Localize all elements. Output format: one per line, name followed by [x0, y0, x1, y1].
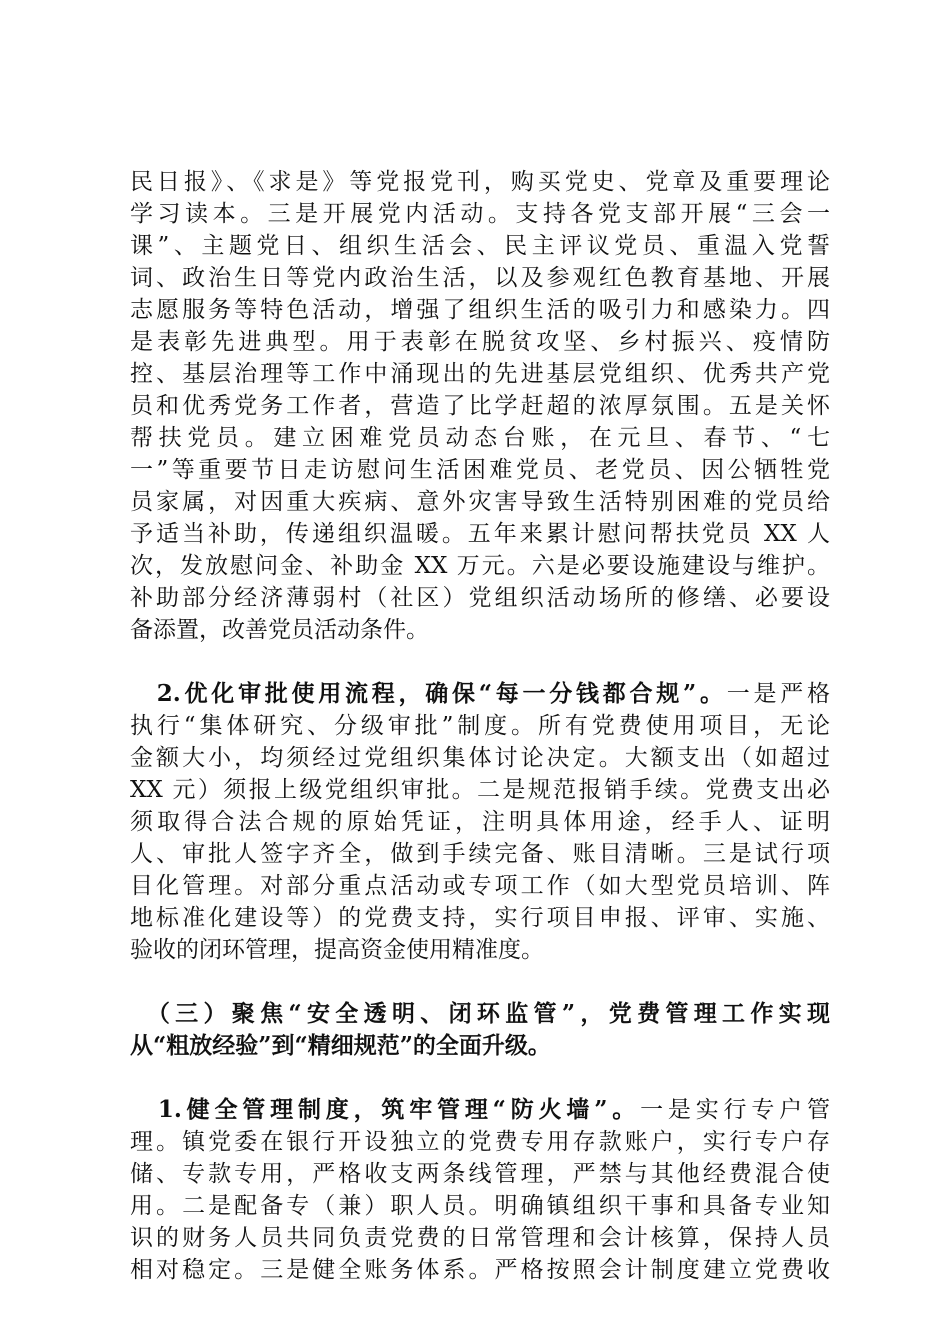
- text-line: 理。镇党委在银行开设独立的党费专用存款账户，实行专户存: [130, 1129, 830, 1155]
- text-line: 志愿服务等特色活动，增强了组织生活的吸引力和感染力。四: [130, 297, 830, 323]
- text-line: 须取得合法合规的原始凭证，注明具体用途，经手人、证明: [130, 809, 830, 835]
- text-line: 人、审批人签字齐全，做到手续完备、账目清晰。三是试行项: [130, 841, 830, 867]
- text-line: 用。二是配备专（兼）职人员。明确镇组织干事和具备专业知: [130, 1193, 830, 1219]
- text-line: 执行“集体研究、分级审批”制度。所有党费使用项目，无论: [130, 713, 830, 739]
- text-line: 相对稳定。三是健全账务体系。严格按照会计制度建立党费收: [130, 1257, 830, 1283]
- text-line: 帮扶党员。建立困难党员动态台账，在元旦、春节、“七: [130, 425, 830, 451]
- text-line: [130, 1094, 830, 1126]
- text-line: 员和优秀党务工作者，营造了比学赶超的浓厚氛围。五是关怀: [130, 393, 830, 419]
- text-line: 词、政治生日等党内政治生活，以及参观红色教育基地、开展: [130, 265, 830, 291]
- text-line: [130, 678, 830, 710]
- text-line: 一”等重要节日走访慰问生活困难党员、老党员、因公牺牲党: [130, 457, 830, 483]
- document-body: [130, 166, 830, 1286]
- text-line: 控、基层治理等工作中涌现出的先进基层党组织、优秀共产党: [130, 361, 830, 387]
- section-heading-line: （三）聚焦“安全透明、闭环监管”，党费管理工作实现: [158, 1000, 830, 1027]
- text-line: 识的财务人员共同负责党费的日常管理和会计核算，保持人员: [130, 1225, 830, 1251]
- text-line: 民日报》、《求是》等党报党刊，购买党史、党章及重要理论: [130, 169, 830, 195]
- paragraph-management-system: [130, 1094, 830, 1286]
- text-line: 次，发放慰问金、补助金 XX 万元。六是必要设施建设与维护。: [130, 553, 830, 579]
- paragraph-party-activities: [130, 166, 830, 646]
- paragraph-spacer: [130, 646, 830, 678]
- text-line: 学习读本。三是开展党内活动。支持各党支部开展“三会一: [130, 201, 830, 227]
- section-heading: [130, 998, 830, 1062]
- text-line: 员家属，对因重大疾病、意外灾害导致生活特别困难的党员给: [130, 489, 830, 515]
- text-line: 目化管理。对部分重点活动或专项工作（如大型党员培训、阵: [130, 873, 830, 899]
- text-line: 补助部分经济薄弱村（社区）党组织活动场所的修缮、必要设: [130, 585, 830, 611]
- text-run: 一是严格: [726, 681, 830, 707]
- text-line: 予适当补助，传递组织温暖。五年来累计慰问帮扶党员 XX 人: [130, 521, 830, 547]
- text-line: 备添置，改善党员活动条件。: [130, 617, 429, 643]
- paragraph-heading: 1.健全管理制度，筑牢管理“防火墙”。: [157, 1096, 641, 1123]
- section-heading-line: 从“粗放经验”到“精细规范”的全面升级。: [130, 1032, 551, 1059]
- paragraph-heading: 2.优化审批使用流程，确保“每一分钱都合规”。: [156, 680, 727, 707]
- paragraph-approval-process: [130, 678, 830, 966]
- text-run: 一是实行专户管: [640, 1097, 830, 1123]
- text-line: 金额大小，均须经过党组织集体讨论决定。大额支出（如超过: [130, 745, 830, 771]
- paragraph-spacer: [130, 966, 830, 998]
- text-line: 验收的闭环管理，提高资金使用精准度。: [130, 937, 544, 963]
- paragraph-spacer: [130, 1062, 830, 1094]
- text-line: 是表彰先进典型。用于表彰在脱贫攻坚、乡村振兴、疫情防: [130, 329, 830, 355]
- text-line: XX 元）须报上级党组织审批。二是规范报销手续。党费支出必: [130, 777, 830, 803]
- text-line: 课”、主题党日、组织生活会、民主评议党员、重温入党誓: [130, 233, 830, 259]
- text-line: 储、专款专用，严格收支两条线管理，严禁与其他经费混合使: [130, 1161, 830, 1187]
- text-line: 地标准化建设等）的党费支持，实行项目申报、评审、实施、: [130, 905, 830, 931]
